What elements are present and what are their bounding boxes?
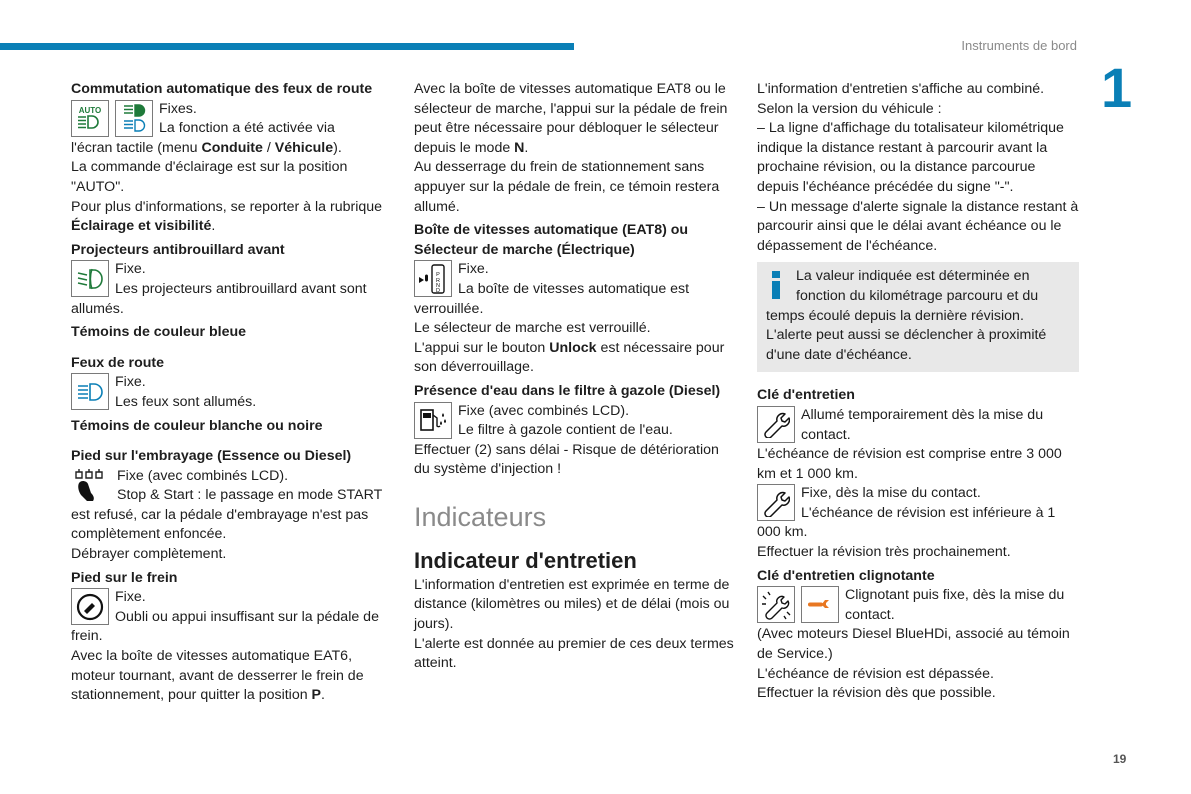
clutch-title: Pied sur l'embrayage (Essence ou Diesel) — [71, 448, 352, 465]
gearbox-unlock: L'appui sur le bouton Unlock est nécessaire pour son déverrouillage. — [414, 339, 725, 376]
fog-block — [71, 260, 386, 319]
fog-title: Projecteurs antibrouillard avant — [71, 241, 285, 258]
service-paragraph-2: L'alerte est donnée au premier de ces deux termes atteint. — [414, 635, 734, 672]
svg-text:R: R — [436, 277, 440, 284]
key-action-2: Effectuer la révision très prochainement. — [757, 544, 1011, 561]
key-text-1: L'échéance de révision est comprise entre 3 000 km et 1 000 km. — [757, 446, 1062, 482]
brake-block — [71, 588, 386, 647]
brake-title: Pied sur le frein — [71, 569, 178, 586]
blink-block — [757, 586, 1079, 625]
auto-lights-line2: l'écran tactile (menu Conduite / Véhicule). — [71, 139, 342, 156]
info-note-text: La valeur indiquée est déterminée en fonction du kilométrage parcouru et du temps écoulé depuis la dernière révision. L'alerte peut aussi se déclencher à proximité d'une date d'échéance. — [766, 268, 1047, 363]
auto-lights-line4: Pour plus d'informations, se reporter à la rubrique Éclairage et visibilité. — [71, 198, 383, 235]
brake-eat6: Avec la boîte de vitesses automatique EAT6, moteur tournant, avant de desserrer le frein de stationnement, pour quitter la position P. — [71, 648, 364, 704]
chapter-number: 1 — [1101, 56, 1133, 119]
eat8-paragraph: Avec la boîte de vitesses automatique EAT8 ou le sélecteur de marche, l'appui sur la pédale de frein peut être nécessaire pour débloquer le sélecteur depuis le mode N. — [414, 81, 728, 156]
gearbox-title: Boîte de vitesses automatique (EAT8) ou Sélecteur de marche (Électrique) — [414, 222, 689, 258]
service-wrench-icon — [757, 406, 795, 443]
brake-text: Oubli ou appui insuffisant sur la pédale de frein. — [71, 608, 379, 645]
column-1 — [71, 80, 386, 706]
column-3 — [757, 80, 1079, 704]
service-intro-2: Selon la version du véhicule : — [757, 100, 942, 117]
main-beam-block — [71, 373, 386, 412]
gearbox-text: La boîte de vitesses automatique est verrouillée. — [414, 280, 690, 317]
gearbox-state: Fixe. — [458, 261, 489, 278]
high-beam-auto-icon — [115, 100, 153, 137]
section-title: Instruments de bord — [961, 38, 1077, 53]
auto-lights-line3: La commande d'éclairage est sur la position "AUTO". — [71, 159, 348, 195]
service-wrench-blink-icon — [757, 586, 795, 623]
indicators-heading: Indicateurs — [414, 501, 547, 532]
gearbox-block — [414, 260, 734, 319]
info-icon — [766, 267, 786, 299]
water-state: Fixe (avec combinés LCD). — [458, 402, 630, 419]
water-block — [414, 402, 734, 441]
blue-indicators-title: Témoins de couleur bleue — [71, 324, 247, 341]
service-bullet-1: – La ligne d'affichage du totalisateur kilométrique indique la distance restant à parcourir avant la prochaine révision, ou la distance parcourue depuis l'échéance précédée du signe "-". — [757, 120, 1064, 195]
high-beam-icon — [71, 373, 109, 410]
water-text: Le filtre à gazole contient de l'eau. — [458, 422, 673, 439]
clutch-text: Stop & Start : le passage en mode START est refusé, car la pédale d'embrayage n'est pas complètement enfoncée. — [71, 487, 382, 543]
front-fog-light-icon — [71, 260, 109, 297]
page-number: 19 — [1113, 752, 1127, 766]
svg-text:D: D — [436, 287, 440, 294]
brake-state: Fixe. — [115, 589, 146, 606]
clutch-pedal-icon — [71, 467, 111, 504]
service-paragraph-1: L'information d'entretien est exprimée en terme de distance (kilomètres ou miles) et de délai (mois ou jours). — [414, 576, 730, 633]
column-2 — [414, 80, 734, 674]
service-wrench-icon — [757, 484, 795, 521]
key-block-1 — [757, 406, 1079, 445]
svg-text:N: N — [436, 282, 440, 289]
main-beam-text: Les feux sont allumés. — [115, 393, 257, 410]
blink-title: Clé d'entretien clignotante — [757, 567, 935, 584]
water-in-diesel-icon — [414, 402, 452, 439]
auto-high-beam-icon — [71, 100, 109, 137]
gear-letters: P — [436, 271, 440, 278]
key-block-2 — [757, 484, 1079, 543]
blink-state: Clignotant puis fixe, dès la mise du contact. — [845, 587, 1065, 623]
key-state-2: Fixe, dès la mise du contact. — [801, 485, 981, 502]
water-action: Effectuer (2) sans délai - Risque de détérioration du système d'injection ! — [414, 441, 719, 478]
fog-text: Les projecteurs antibrouillard avant sont allumés. — [71, 280, 367, 317]
clutch-action: Débrayer complètement. — [71, 546, 227, 563]
water-title: Présence d'eau dans le filtre à gazole (Diesel) — [414, 382, 721, 399]
clutch-block — [71, 467, 386, 545]
blink-action: Effectuer la révision dès que possible. — [757, 685, 996, 702]
key-text-2: L'échéance de révision est inférieure à 1 000 km. — [757, 504, 1056, 541]
service-indicator-heading: Indicateur d'entretien — [414, 547, 637, 573]
parking-paragraph: Au desserrage du frein de stationnement sans appuyer sur la pédale de frein, ce témoin restera allumé. — [414, 159, 720, 215]
info-note — [757, 262, 1079, 372]
auto-lights-title: Commutation automatique des feux de route — [71, 81, 373, 97]
auto-lights-block — [71, 100, 386, 139]
fog-state: Fixe. — [115, 261, 146, 278]
gearbox-selector: Le sélecteur de marche est verrouillé. — [414, 320, 651, 337]
auto-lights-state: Fixes. — [159, 100, 197, 117]
auto-lights-line1: La fonction a été activée via — [159, 120, 335, 137]
blink-note: (Avec moteurs Diesel BlueHDi, associé au témoin de Service.) — [757, 626, 1070, 663]
brake-pedal-icon — [71, 588, 109, 625]
key-title: Clé d'entretien — [757, 387, 855, 404]
header-accent-bar — [0, 43, 574, 50]
gear-selector-icon — [414, 260, 452, 297]
service-wrench-orange-icon — [801, 586, 839, 623]
main-beam-state: Fixe. — [115, 374, 146, 391]
blink-text: L'échéance de révision est dépassée. — [757, 665, 994, 682]
auto-label: AUTO — [78, 106, 102, 116]
service-bullet-2: – Un message d'alerte signale la distance restant à parcourir ainsi que le délai avant échéance ou le dépassement de l'échéance. — [757, 198, 1079, 254]
service-intro-1: L'information d'entretien s'affiche au combiné. — [757, 81, 1045, 97]
clutch-state: Fixe (avec combinés LCD). — [117, 467, 289, 484]
main-beam-title: Feux de route — [71, 354, 165, 371]
white-indicators-title: Témoins de couleur blanche ou noire — [71, 417, 323, 434]
key-state-1: Allumé temporairement dès la mise du contact. — [801, 406, 1044, 443]
